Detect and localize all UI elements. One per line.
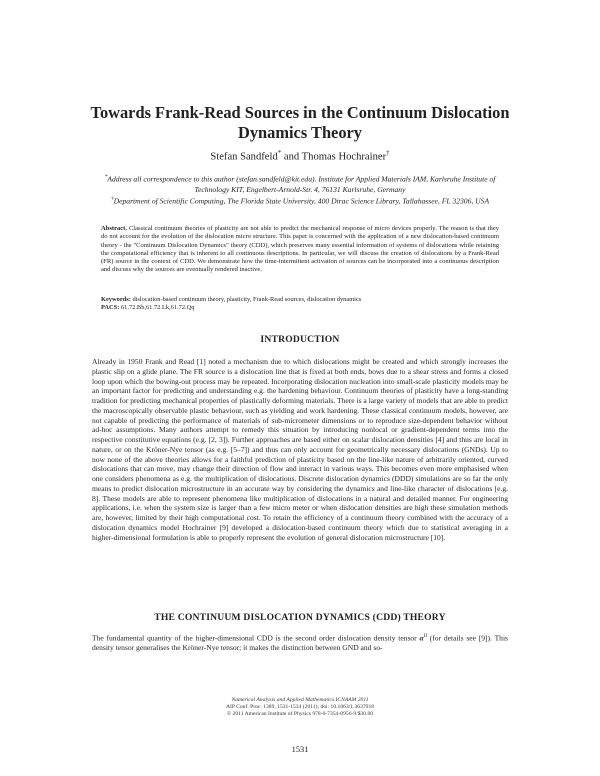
density-tensor-superscript: II [423,634,427,639]
keywords-text: dislocation-based continuum theory, plasticity, Frank-Read sources, dislocation dynamics [132,296,362,303]
footer-journal: Numerical Analysis and Applied Mathematics ICNAAM 2011 [231,697,369,703]
author-name: Stefan Sandfeld [210,151,278,163]
cdd-text-start: The fundamental quantity of the higher-dimensional CDD is the second order dislocation density tensor [92,633,420,643]
abstract-text: Classical continuum theories of plasticity are not able to predict the mechanical response of micro devices properly. The reason is that they do not account for the evolution of the dislocation micro structure. This paper is concerned with the application of a new dislocation-based continuum theory - the "Continuum Dislocation Dynamics" theory (CDD), which preserves many essential information of systems of dislocations while retaining the computational efficiency that is inherent to all continuous descriptions. In particular, we will discuss the creation of dislocations by a Frank-Read (FR) source in the context of CDD. We demonstrate how the time-intermittent activation of sources can be incorporated into a continuous description and discuss why the sources are eventually rendered inactive. [101,225,499,274]
introduction-paragraph: Already in 1950 Frank and Read [1] noted a mechanism due to which dislocations might be created and which strongly increases the plastic slip on a glide plane. The FR source is a dislocation line that is fixed at both ends, bows due to a shear stress and forms a closed loop upon which the bowing-out process may be repeated. Incorporating dislocation nucleation into small-scale plasticity models may be an important factor for predicting and understanding e.g. the hardening behaviour. Continuum theories of plasticity have a long-standing tradition for predicting mechanical properties of plastically deforming materials. There is a large variety of models that are able to predict the macroscopically observable plastic behaviour, such as yielding and work hardening. These classical continuum models, however, are not capable of predicting the performance of materials of sub-micrometer dimensions or to reproduce size-dependent behavior without ad-hoc assumptions. Many authors attempt to remedy this situation by introducing nonlocal or gradient-dependent terms into the respective constitutive equations (e.g. [2, 3]). Further approaches are based either on scalar dislocation densities [4] and thus are local in nature, or on the Kröner-Nye tensor (as e.g. [5–7]) and thus can only account for geometrically necessary dislocations (GNDs). Up to now none of the above theories allows for a faithful prediction of plasticity based on the line-like nature of arbitrarily oriented, curved dislocations that can move, may change their direction of flow and interact in various ways. This becomes even more emphasised when one considers phenomena as e.g. the multiplication of dislocations. Discrete dislocation dynamics (DDD) simulations are so far the only means to predict dislocation microstructure in an accurate way by considering the dynamics and line-like character of dislocations [e.g. 8]. These models are able to represent phenomena like multiplication of dislocations in a natural and detailed manner. For engineering applications, i.e. when the system size is larger than a few micro meter or when dislocation densities are high these simulation methods are, however, limited by their high computational cost. To retain the efficiency of a continuum theory combined with the accuracy of a dislocation dynamics model Hochrainer [9] developed a dislocation-based continuum theory which due to statistical averaging in a higher-dimensional formulation is able to properly represent the evolution of general dislocation microstructure [10]. [92,357,508,542]
section-heading-cdd: THE CONTINUUM DISLOCATION DYNAMICS (CDD) THEORY [154,612,446,623]
paper-title: Towards Frank-Read Sources in the Continuum Dislocation Dynamics Theory [90,103,510,142]
keywords-label: Keywords: [101,296,131,303]
page-number: 1531 [291,745,309,754]
pacs-text: 61.72.Bb,61.72.Lk,61.72.Qq [120,304,195,311]
abstract-label: Abstract. [101,225,127,232]
abstract [101,225,499,275]
affiliation-1 [100,172,500,195]
affiliation-2 [100,194,500,207]
cdd-text-end: (for details see [9]). This density tensor generalises the Kröner-Nye tensor; it makes the distinction between GND and so- [92,633,508,653]
author-footnote-mark: * [277,149,282,157]
publication-footer [60,697,540,719]
section-heading-introduction: INTRODUCTION [260,334,340,345]
author-connector: and [283,151,300,163]
affiliation-mark: † [110,196,114,202]
pacs-line [101,304,499,312]
keywords-line [101,296,499,304]
footer-copyright: © 2011 American Institute of Physics 978-0-7354-0956-9/$30.00 [226,711,374,718]
footer-conference: AIP Conf. Proc. 1389, 1531-1534 (2011); doi: 10.1063/1.3637918 [225,704,375,711]
affiliation-text: Address all correspondence to this author (stefan.sandfeld@kit.edu). Institute for Applied Materials IAM, Karlsruhe Institute of Technology KIT, Engelbert-Arnold-Str. 4, 76131 Karlsruhe, Germany [107,174,496,194]
pacs-label: PACS: [101,304,120,311]
author-name: Thomas Hochrainer [301,151,387,163]
density-tensor-symbol: α [419,633,424,643]
author-footnote-mark: † [386,149,390,157]
cdd-paragraph [92,632,508,653]
affiliation-mark: * [104,174,108,180]
affiliation-text: Department of Scientific Computing, The Florida State University, 400 Dirac Science Library, Tallahassee, FL 32306, USA [113,196,490,206]
author-line [60,149,540,163]
